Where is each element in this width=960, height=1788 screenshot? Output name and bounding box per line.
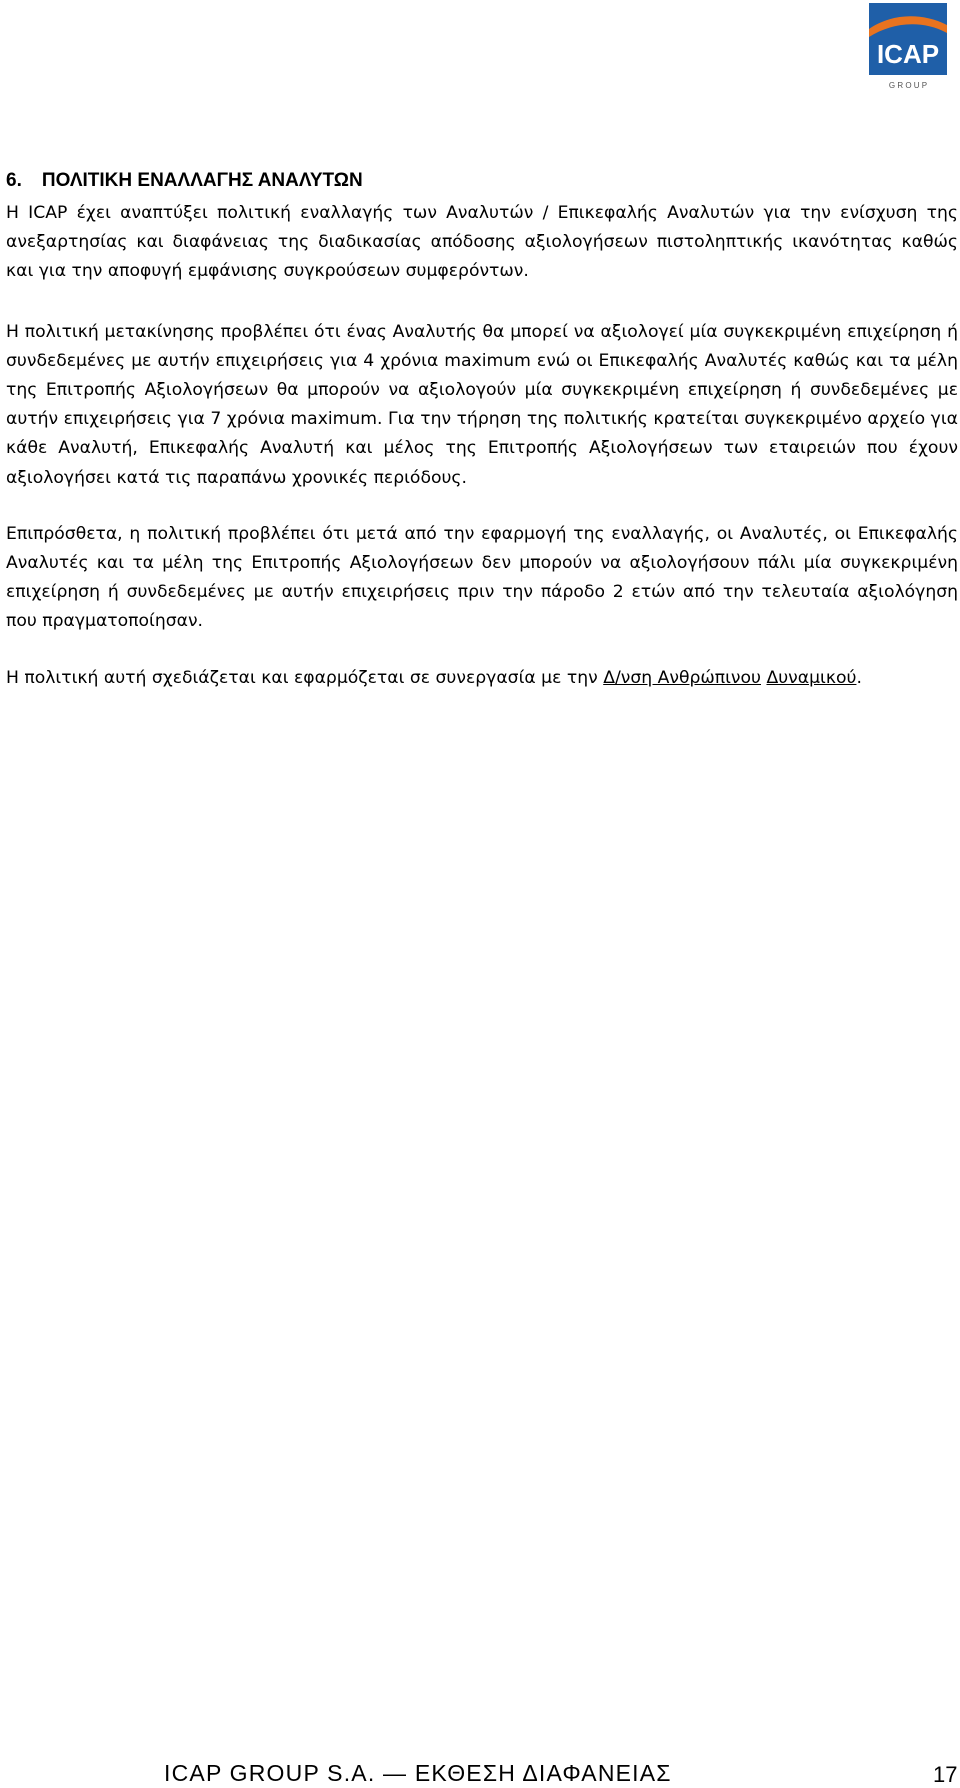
hr-department-link-part1: Δ/νση Ανθρώπινου [603,667,761,688]
logo-subtext: G R O U P [888,81,928,90]
footer-title: ICAP GROUP S.A. — ΕΚΘΕΣΗ ΔΙΑΦΑΝΕΙΑΣ [164,1760,672,1786]
page-footer [0,1760,960,1786]
icap-group-logo [869,3,947,91]
paragraph-intro: Η ICAP έχει αναπτύξει πολιτική εναλλαγής των Αναλυτών / Επικεφαλής Αναλυτών για την ενίσχυση της ανεξαρτησίας και διαφάνειας της διαδικασίας απόδοσης αξιολογήσεων πιστοληπτικής ικανότητας καθώς και για την αποφυγή εμφάνισης συγκρούσεων συμφερόντων. [6,203,958,282]
paragraph-additional: Επιπρόσθετα, η πολιτική προβλέπει ότι μετά από την εφαρμογή της εναλλαγής, οι Αναλυτές, οι Επικεφαλής Αναλυτές και τα μέλη της Επιτροπής Αξιολογήσεων δεν μπορούν να αξιολογήσουν πάλι μία συγκεκριμένη επιχείρηση ή συνδεδεμένες με αυτήν επιχειρήσεις πριν την πάροδο 2 ετών από την τελευταία αξιολόγηση που πραγματοποίησαν. [6,523,958,632]
paragraph-policy: Η πολιτική μετακίνησης προβλέπει ότι ένας Αναλυτής θα μπορεί να αξιολογεί μία συγκεκριμένη επιχείρηση ή συνδεδεμένες με αυτήν επιχειρήσεις για 4 χρόνια maximum ενώ οι Επικεφαλής Αναλυτές καθώς και τα μέλη της Επιτροπής Αξιολογήσεων θα μπορούν να αξιολογούν μία συγκεκριμένη επιχείρηση ή συνδεδεμένες με αυτήν επιχειρήσεις για 7 χρόνια maximum. Για την τήρηση της πολιτικής κρατείται συγκεκριμένο αρχείο για κάθε Αναλυτή, Επικεφαλής Αναλυτή και μέλος της Επιτροπής Αξιολογήσεων των εταιρειών που έχουν αξιολογήσει κατά τις παραπάνω χρονικές περιόδους. [6,321,958,488]
paragraph-hr-text: Η πολιτική αυτή σχεδιάζεται και εφαρμόζεται σε συνεργασία με την [6,667,604,688]
hr-department-link-part2: Δυναμικού [766,667,857,688]
logo-text: ICAP [876,39,940,69]
page-number: 17 [933,1762,958,1787]
paragraph-hr [6,664,958,693]
section-heading [6,170,958,192]
section-number: 6. [6,170,22,191]
section-title: ΠΟΛΙΤΙΚΗ ΕΝΑΛΛΑΓΗΣ ΑΝΑΛΥΤΩΝ [41,170,363,191]
paragraph-hr-end: . [856,667,862,688]
document-body [6,170,958,720]
